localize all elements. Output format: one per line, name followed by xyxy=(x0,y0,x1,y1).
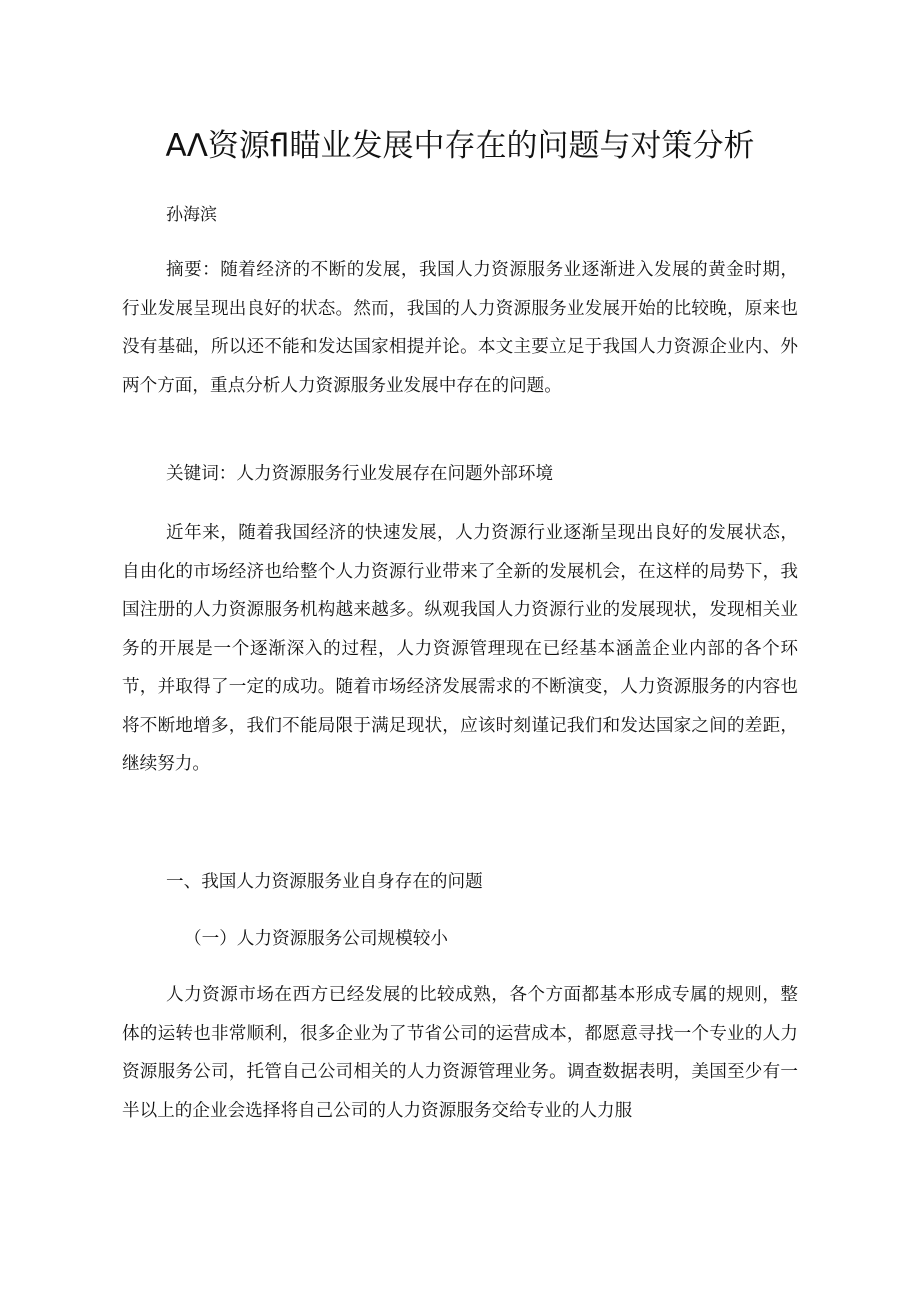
subsection-heading: （一）人力资源服务公司规模较小 xyxy=(184,929,448,949)
section-heading: 一、我国人力资源服务业自身存在的问题 xyxy=(166,872,483,892)
abstract-paragraph: 摘要：随着经济的不断的发展，我国人力资源服务业逐渐进入发展的黄金时期，行业发展呈现出良好的状态。然而，我国的人力资源服务业发展开始的比较晚，原来也没有基础，所以还不能和发达国家相提并论。本文主要立足于我国人力资源企业内、外两个方面，重点分析人力资源服务业发展中存在的问题。 xyxy=(122,260,798,396)
intro-paragraph: 近年来，随着我国经济的快速发展，人力资源行业逐渐呈现出良好的发展状态，自由化的市场经济也给整个人力资源行业带来了全新的发展机会，在这样的局势下，我国注册的人力资源服务机构越来越多。纵观我国人力资源行业的发展现状，发现相关业务的开展是一个逐渐深入的过程，人力资源管理现在已经基本涵盖企业内部的各个环节，并取得了一定的成功。随着市场经济发展需求的不断演变，人力资源服务的内容也将不断地增多，我们不能局限于满足现状，应该时刻谨记我们和发达国家之间的差距，继续努力。 xyxy=(122,523,798,774)
body-paragraph: 人力资源市场在西方已经发展的比较成熟，各个方面都基本形成专属的规则，整体的运转也非常顺利，很多企业为了节省公司的运营成本，都愿意寻找一个专业的人力资源服务公司，托管自己公司相关的人力资源管理业务。调查数据表明，美国至少有一半以上的企业会选择将自己公司的人力资源服务交给专业的人力服 xyxy=(122,985,798,1121)
document-title: AΛ资源fl瞄业发展中存在的问题与对策分析 xyxy=(165,128,755,164)
keywords-paragraph: 关键词：人力资源服务行业发展存在问题外部环境 xyxy=(166,464,554,484)
author-name: 孙海滨 xyxy=(166,205,217,225)
